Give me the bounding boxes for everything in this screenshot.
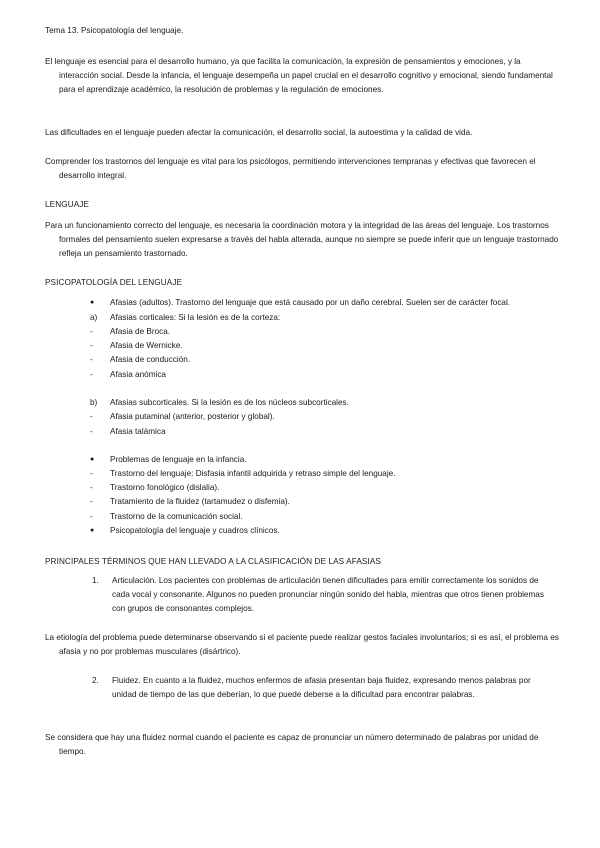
list-text: Afasia de Wernicke. (110, 341, 183, 350)
bullet-afasias (90, 296, 510, 310)
list-item (90, 339, 183, 353)
document-title: Tema 13. Psicopatología del lenguaje. (45, 26, 184, 35)
list-marker: b) (90, 398, 98, 407)
list-item (90, 495, 290, 509)
lenguaje-paragraph: Para un funcionamiento correcto del lenguaje, es necesaria la coordinación motora y la integridad de las áreas del lenguaje. Los trastornos formales del pensamiento suelen expresarse a través del habla alterada, aunque no siempre se puede inferir que un lenguaje trastornado refleja un pensamiento trastornado. (45, 221, 559, 259)
fluidez-normal-paragraph: Se considera que hay una fluidez normal cuando el paciente es capaz de pronunciar un número determinado de palabras por unidad de tiempo. (45, 733, 539, 757)
list-text: Tratamiento de la fluidez (tartamudez o disfemia). (110, 497, 290, 506)
list-text: Afasias corticales: Si la lesión es de la corteza: (110, 313, 281, 322)
bullet-icon: ● (90, 299, 95, 306)
list-item (90, 510, 243, 524)
bullet-text: Psicopatología del lenguaje y cuadros clínicos. (110, 526, 280, 535)
list-text: Afasia talámica (110, 427, 166, 436)
list-text: Afasia de conducción. (110, 355, 191, 364)
intro-paragraph-1: El lenguaje es esencial para el desarrollo humano, ya que facilita la comunicación, la expresión de pensamientos y emociones, y la interacción social. Desde la infancia, el lenguaje desempeña un papel crucial en el desarrollo cognitivo y emocional, siendo fundamental para el aprendizaje académico, la resolución de problemas y la regulación de emociones. (45, 57, 553, 95)
dash-marker: - (90, 370, 93, 379)
numbered-item-fluidez (92, 674, 552, 702)
list-text: Trastorno de la comunicación social. (110, 512, 243, 521)
list-text: Afasia anómica (110, 370, 166, 379)
list-text: Afasia de Broca. (110, 327, 171, 336)
list-text: Trastorno del lenguaje: Disfasia infantil adquirida y retraso simple del lenguaje. (110, 469, 396, 478)
bullet-text: Afasias (adultos). Trastorno del lenguaje que está causado por un daño cerebral. Suelen ser de carácter focal. (110, 298, 511, 307)
list-marker: a) (90, 313, 98, 322)
list-item (90, 467, 396, 481)
etiologia-paragraph: La etiología del problema puede determinarse observando si el paciente puede realizar gestos faciales involuntarios; si es así, el problema es afasia y no por problemas musculares (disártrico). (45, 633, 559, 657)
list-item (90, 410, 275, 424)
list-item (90, 368, 166, 382)
bullet-infancia (90, 453, 247, 467)
item-number: 1. (92, 576, 99, 585)
dash-marker: - (90, 497, 93, 506)
bullet-text: Problemas de lenguaje en la infancia. (110, 455, 247, 464)
numbered-item-articulacion (92, 574, 552, 617)
dash-marker: - (90, 469, 93, 478)
section-heading-lenguaje: LENGUAJE (45, 200, 90, 209)
list-item-subcorticales (90, 396, 349, 410)
dash-marker: - (90, 412, 93, 421)
bullet-icon: ● (90, 456, 95, 463)
intro-paragraph-2: Las dificultades en el lenguaje pueden afectar la comunicación, el desarrollo social, la autoestima y la calidad de vida. (45, 128, 473, 137)
list-item (90, 325, 170, 339)
dash-marker: - (90, 327, 93, 336)
list-item-corticales (90, 311, 280, 325)
list-text: Afasia putaminal (anterior, posterior y global). (110, 412, 275, 421)
dash-marker: - (90, 427, 93, 436)
item-text: Articulación. Los pacientes con problemas de articulación tienen dificultades para emitir correctamente los sonidos de cada vocal y consonante. Algunos no pueden pronunciar ningún sonido del habla, mientras que otros tienen problemas con grupos de consonantes complejos. (112, 576, 544, 614)
dash-marker: - (90, 355, 93, 364)
list-text: Trastorno fonológico (dislalia). (110, 483, 220, 492)
list-item (90, 481, 219, 495)
dash-marker: - (90, 512, 93, 521)
section-heading-terminos: PRINCIPALES TÉRMINOS QUE HAN LLEVADO A LA CLASIFICACIÓN DE LAS AFASIAS (45, 557, 381, 566)
item-text: Fluidez. En cuanto a la fluidez, muchos enfermos de afasia presentan baja fluidez, expresando menos palabras por unidad de tiempo de las que deberían, lo que puede deberse a la dificultad para encontrar palabras. (112, 676, 531, 700)
section-heading-psicopatologia: PSICOPATOLOGÍA DEL LENGUAJE (45, 278, 183, 287)
list-text: Afasias subcorticales. Si la lesión es de los núcleos subcorticales. (110, 398, 349, 407)
list-item (90, 353, 190, 367)
intro-paragraph-3: Comprender los trastornos del lenguaje es vital para los psicólogos, permitiendo intervenciones tempranas y efectivas que favorecen el desarrollo integral. (45, 157, 536, 181)
list-item (90, 425, 166, 439)
bullet-cuadros (90, 524, 280, 538)
item-number: 2. (92, 676, 99, 685)
bullet-icon: ● (90, 527, 95, 534)
dash-marker: - (90, 341, 93, 350)
dash-marker: - (90, 483, 93, 492)
